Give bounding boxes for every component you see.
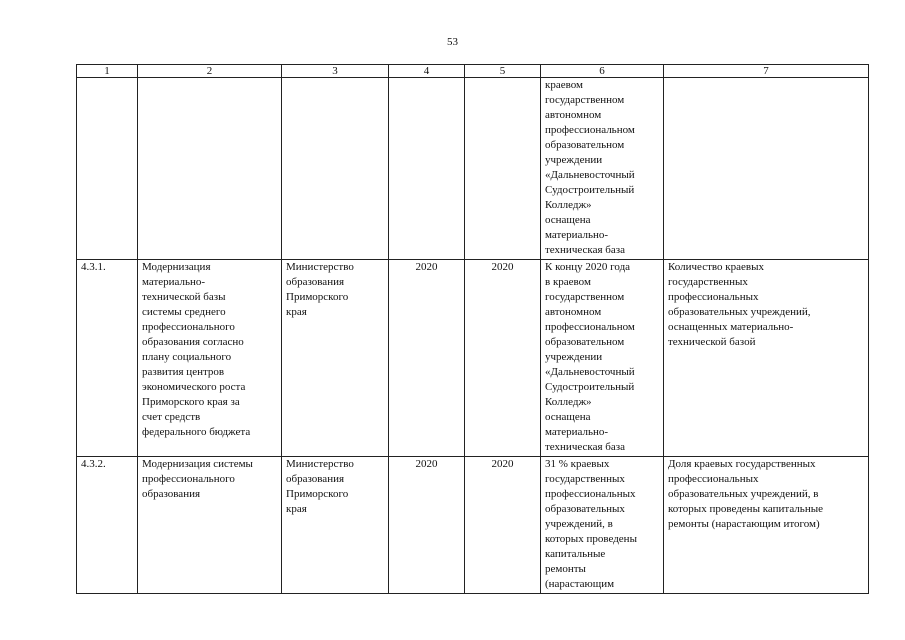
row-number: 4.3.1.	[77, 260, 138, 457]
table-cell	[389, 78, 465, 260]
continuation-row	[77, 78, 869, 260]
indicator: Количество краевых государственных профессиональных образовательных учреждений, оснащенных материально- технической базой	[664, 260, 869, 457]
table-cell	[664, 78, 869, 260]
row-number: 4.3.2.	[77, 457, 138, 594]
column-header-1: 1	[77, 65, 138, 78]
table-cell	[465, 78, 541, 260]
table-cell	[138, 78, 282, 260]
column-header-3: 3	[282, 65, 389, 78]
end-year: 2020	[465, 260, 541, 457]
expected-result: К концу 2020 года в краевом государственном автономном профессиональном образовательном учреждении «Дальневосточный Судостроительный Колледж» оснащена материально- техническая база	[541, 260, 664, 457]
measures-table	[76, 64, 869, 594]
page-number: 53	[447, 36, 458, 48]
table-row	[77, 260, 869, 457]
continuation-result-cell: краевом государственном автономном профессиональном образовательном учреждении «Дальневосточный Судостроительный Колледж» оснащена материально- техническая база	[541, 78, 664, 260]
end-year: 2020	[465, 457, 541, 594]
column-header-row	[77, 65, 869, 78]
expected-result: 31 % краевых государственных профессиональных образовательных учреждений, в которых проведены капитальные ремонты (нарастающим	[541, 457, 664, 594]
column-header-7: 7	[664, 65, 869, 78]
executor: Министерство образования Приморского края	[282, 457, 389, 594]
measure-name: Модернизация системы профессионального образования	[138, 457, 282, 594]
start-year: 2020	[389, 260, 465, 457]
column-header-4: 4	[389, 65, 465, 78]
column-header-2: 2	[138, 65, 282, 78]
table-cell	[282, 78, 389, 260]
executor: Министерство образования Приморского края	[282, 260, 389, 457]
start-year: 2020	[389, 457, 465, 594]
table-cell	[77, 78, 138, 260]
table-row	[77, 457, 869, 594]
measure-name: Модернизация материально- технической базы системы среднего профессионального образования согласно плану социального развития центров экономического роста Приморского края за счет средств федерального бюджета	[138, 260, 282, 457]
indicator: Доля краевых государственных профессиональных образовательных учреждений, в которых проведены капитальные ремонты (нарастающим итогом)	[664, 457, 869, 594]
column-header-6: 6	[541, 65, 664, 78]
column-header-5: 5	[465, 65, 541, 78]
